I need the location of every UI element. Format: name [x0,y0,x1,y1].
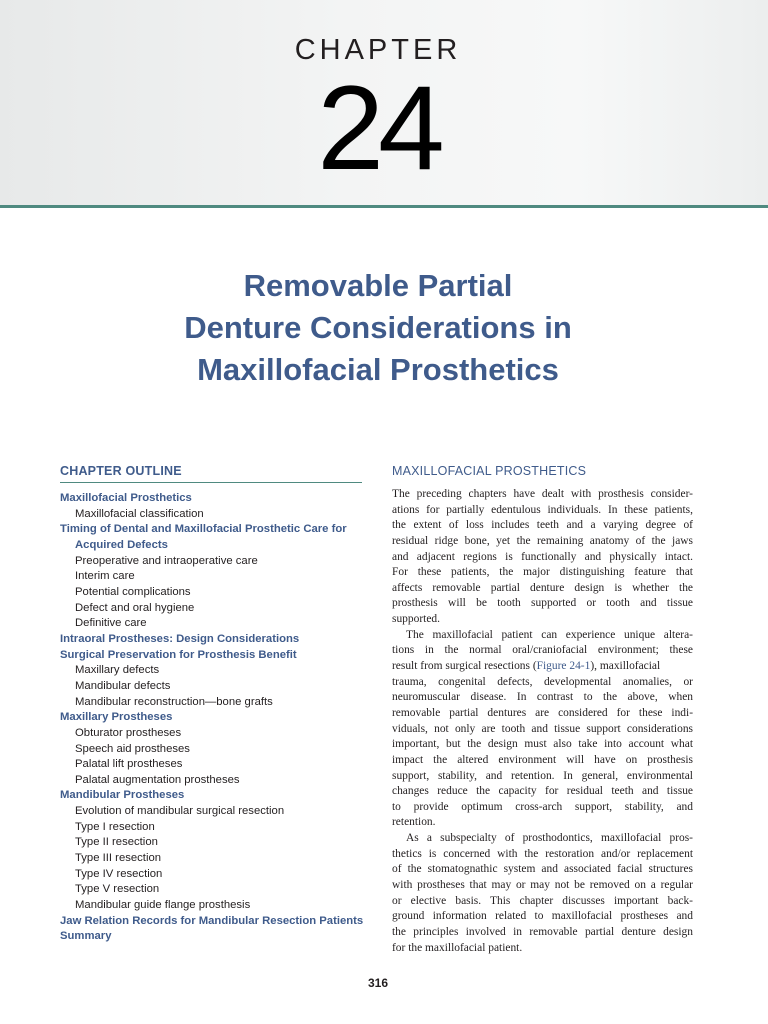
body-text-line: ations for partially edentulous individuals. In these patients, [392,503,693,516]
outline-item: Mandibular guide flange prosthesis [75,899,251,912]
body-text-line: neuromuscular disease. In contrast to the above, when [392,691,693,704]
body-text-line: removable partial dentures are considered for these indi- [392,706,693,719]
outline-item: Type I resection [75,820,155,833]
banner-divider [0,205,768,208]
outline-item: Evolution of mandibular surgical resection [75,805,285,818]
chapter-label: CHAPTER [294,34,462,66]
outline-item: Speech aid prostheses [75,742,190,755]
outline-item[interactable]: Maxillary Prostheses [60,711,173,724]
figure-link[interactable]: Figure 24-1 [536,660,591,673]
outline-item: Type III resection [75,852,162,865]
outline-item: Mandibular defects [75,679,171,692]
body-text-line: changes reduce the capacity for residual teeth and tissue [392,785,693,798]
body-text-line: For these patients, the major distinguishing feature that [392,566,693,579]
body-text-line: As a subspecialty of prosthodontics, maxillofacial pros- [406,832,693,845]
body-text-line: important, but the design must also take into account what [392,738,693,751]
chapter-title-line: Denture Considerations in [184,310,572,345]
chapter-title-line: Maxillofacial Prosthetics [197,352,559,387]
outline-item[interactable]: Timing of Dental and Maxillofacial Prosthetic Care for [60,523,347,536]
outline-item[interactable]: Maxillofacial Prosthetics [60,492,192,504]
body-text-line: thetics is concerned with the restoration and/or replacement [392,847,693,860]
outline-item: Palatal lift prostheses [75,758,183,771]
body-text-line: affects removable partial denture design is whether the [392,581,693,594]
body-text-fragment: result from surgical resections ( [392,660,537,673]
outline-item: Maxillofacial classification [75,507,204,520]
outline-item: Palatal augmentation prostheses [75,773,240,786]
outline-item: Maxillary defects [75,664,160,677]
outline-item: Interim care [75,570,135,583]
body-text-line: viduals, not only are tooth and tissue support considerations [392,722,693,735]
body-text-line: The maxillofacial patient can experience unique altera- [406,628,693,641]
body-text-line: with prostheses that may or may not be removed on a regular [392,879,693,892]
body-text-fragment: ), maxillofacial [590,660,661,673]
outline-item: Defect and oral hygiene [75,601,195,614]
outline-item: Mandibular reconstruction—bone grafts [75,695,273,708]
chapter-title-line: Removable Partial [243,268,513,303]
body-text-line: of the stomatognathic system and associated facial structures [392,863,693,876]
body-text-line: residual ridge bone, yet the remaining anatomy of the jaws [392,534,693,547]
body-text-line: to provide optimum cross-arch support, stability, and [392,800,693,813]
section-heading: MAXILLOFACIAL PROSTHETICS [392,464,587,478]
body-text-line: trauma, congenital defects, developmental anomalies, or [392,675,693,688]
outline-item: Type V resection [75,883,160,896]
body-text-line: or elective basis. This chapter discusses important back- [392,894,693,907]
body-text-line: support, stability, and retention. In general, environmental [392,769,693,782]
outline-item: Preoperative and intraoperative care [75,554,258,567]
outline-item: Type IV resection [75,867,163,880]
outline-item: Definitive care [75,617,147,630]
body-text-line: tions in the normal oral/craniofacial environment; these [392,644,693,657]
outline-list [60,491,362,945]
outline-item[interactable]: Jaw Relation Records for Mandibular Resection Patients [60,914,364,927]
page-number: 316 [367,976,389,990]
body-text-line: and adjacent regions is functionally and physically intact. [392,550,693,563]
outline-item[interactable]: Mandibular Prostheses [60,789,185,802]
outline-heading: CHAPTER OUTLINE [60,464,362,483]
body-text-line: retention. [392,816,436,829]
outline-item[interactable]: Acquired Defects [75,538,168,551]
body-text-line [392,659,693,675]
outline-item: Obturator prostheses [75,726,182,739]
body-text-line: the principles involved in removable partial denture design [392,925,693,938]
chapter-outline [60,464,362,945]
body-text-line: for the maxillofacial patient. [392,941,523,954]
outline-item[interactable]: Summary [60,930,112,943]
outline-item[interactable]: Intraoral Prostheses: Design Considerations [60,632,300,645]
chapter-number: 24 [317,61,439,195]
body-text-line: the extent of loss includes teeth and a varying degree of [392,519,693,532]
body-text-line: ground information related to maxillofacial prostheses and [392,910,693,923]
body-text-line: The preceding chapters have dealt with prosthesis consider- [392,488,693,500]
body-text-line: prosthesis will be tooth supported or tooth and tissue [392,597,693,610]
body-text-line: impact the altered environment will have on prosthesis [392,753,693,766]
chapter-title [100,265,656,391]
outline-item[interactable]: Surgical Preservation for Prosthesis Benefit [60,648,297,661]
body-text-line: supported. [392,613,440,626]
outline-item: Potential complications [75,585,191,598]
section-column [392,464,693,956]
outline-item: Type II resection [75,836,158,849]
